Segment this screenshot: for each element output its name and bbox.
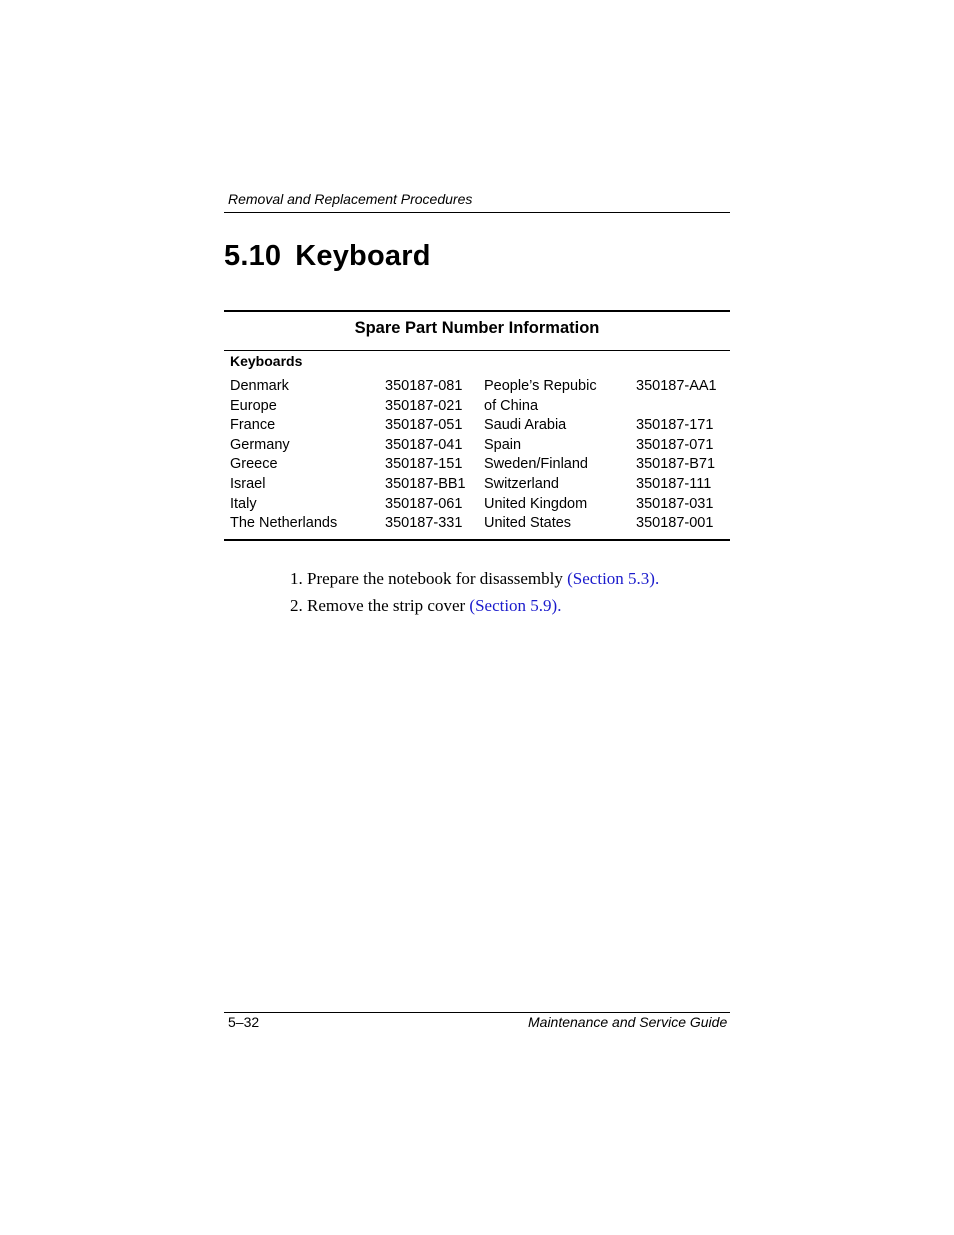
- guide-title: Maintenance and Service Guide: [528, 1014, 728, 1030]
- part-number-cell: 350187-051: [385, 417, 463, 434]
- table-row: [0, 397, 954, 417]
- country-cell: The Netherlands: [230, 515, 338, 532]
- country-cell: Sweden/Finland: [484, 456, 588, 473]
- running-header: Removal and Replacement Procedures: [228, 191, 473, 207]
- procedure-steps: [290, 568, 659, 622]
- country-cell: Spain: [484, 436, 522, 453]
- part-number-cell: 350187-BB1: [385, 476, 466, 492]
- part-number-cell: 350187-081: [385, 378, 463, 394]
- page-number: 5–32: [228, 1014, 260, 1030]
- country-cell: Saudi Arabia: [484, 417, 567, 434]
- table-row: [0, 475, 954, 495]
- table-top-rule: [224, 310, 730, 312]
- part-number-cell: 350187-041: [385, 436, 463, 453]
- country-cell: Greece: [230, 456, 278, 473]
- section-title: [224, 240, 431, 273]
- section-title-text: Keyboard: [295, 240, 431, 272]
- table-row: [0, 416, 954, 436]
- section-link[interactable]: (Section 5.9).: [469, 596, 562, 615]
- country-cell: Denmark: [230, 378, 289, 394]
- table-row: [0, 377, 954, 397]
- section-number: 5.10: [224, 240, 282, 272]
- footer-rule: [224, 1012, 730, 1013]
- part-number-cell: 350187-001: [636, 515, 714, 532]
- step-text: Remove the strip cover: [307, 596, 470, 615]
- part-number-cell: 350187-171: [636, 417, 714, 434]
- part-number-cell: 350187-B71: [636, 456, 716, 473]
- part-number-cell: 350187-151: [385, 456, 463, 473]
- table-row: [0, 436, 954, 456]
- step-tail: .: [654, 569, 660, 588]
- section-link[interactable]: (Section 5.3): [567, 569, 655, 588]
- table-bottom-rule: [224, 539, 730, 541]
- table-row: [0, 514, 954, 534]
- step-item: [290, 568, 659, 595]
- step-number: 2.: [290, 596, 303, 615]
- country-cell: United States: [484, 515, 572, 532]
- country-cell: Israel: [230, 476, 266, 492]
- table-row: [0, 495, 954, 515]
- country-cell: Europe: [230, 397, 277, 414]
- part-number-cell: 350187-111: [636, 476, 712, 492]
- step-text: Prepare the notebook for disassembly: [307, 569, 568, 588]
- country-cell: Italy: [230, 495, 257, 512]
- part-number-cell: 350187-AA1: [636, 378, 717, 394]
- step-number: 1.: [290, 569, 303, 588]
- country-cell: Switzerland: [484, 476, 559, 492]
- country-cell: Germany: [230, 436, 290, 453]
- country-cell: of China: [484, 397, 539, 414]
- table-caption-rule: [224, 350, 730, 351]
- part-number-cell: 350187-061: [385, 495, 463, 512]
- country-cell: France: [230, 417, 276, 434]
- step-item: [290, 595, 659, 622]
- country-cell: United Kingdom: [484, 495, 588, 512]
- part-number-cell: 350187-031: [636, 495, 714, 512]
- part-number-cell: 350187-021: [385, 397, 463, 414]
- country-cell: People’s Repubic: [484, 378, 597, 394]
- part-number-cell: 350187-331: [385, 515, 463, 532]
- table-caption: Spare Part Number Information: [354, 319, 600, 337]
- part-number-cell: 350187-071: [636, 436, 714, 453]
- header-rule: [224, 212, 730, 213]
- table-subheading: Keyboards: [230, 353, 303, 369]
- table-row: [0, 455, 954, 475]
